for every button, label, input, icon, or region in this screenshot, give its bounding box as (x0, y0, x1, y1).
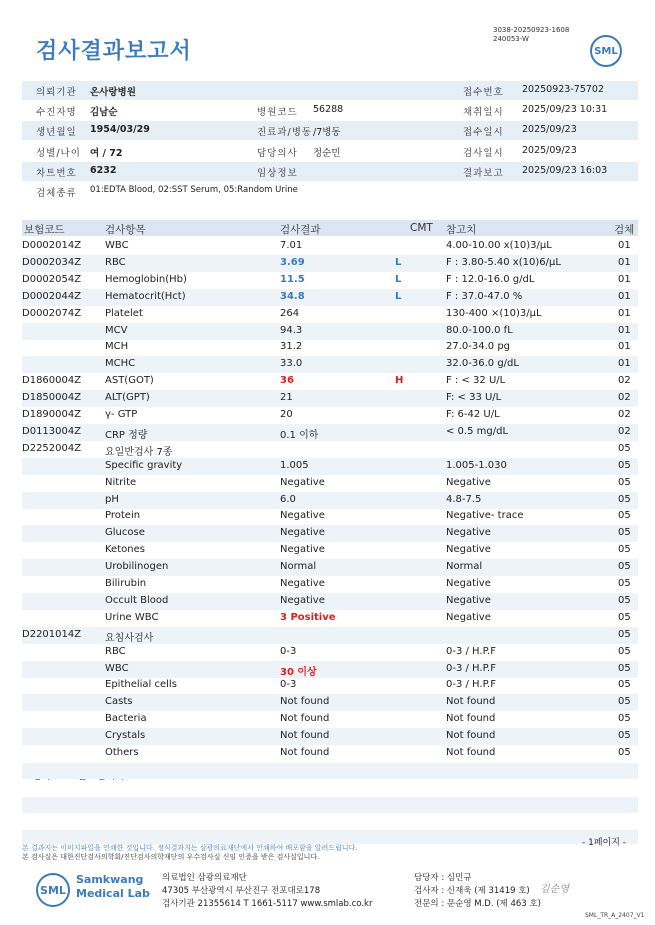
specimen-cell: 02 (618, 409, 631, 420)
result-cell: Not found (280, 696, 330, 708)
reference-cell: 80.0-100.0 fL (446, 324, 513, 336)
reference-cell: F : 12.0-16.0 g/dL (446, 273, 535, 285)
table-row (22, 339, 638, 356)
dob-label: 생년월일 (36, 127, 77, 138)
sex-age-label: 성별/나이 (36, 148, 81, 159)
test-item-cell: CRP 정량 (105, 429, 148, 441)
specimen-label: 검체종류 (36, 188, 77, 199)
specimen-cell: 01 (618, 240, 631, 251)
table-row (22, 373, 638, 390)
cmt-cell: L (395, 290, 402, 302)
reference-cell: 4.8-7.5 (446, 493, 482, 505)
result-cell: 30 이상 (280, 666, 317, 678)
table-row (22, 458, 638, 475)
lab-address (162, 872, 372, 911)
result-cell: 3 Positive (280, 611, 336, 623)
insurance-code-cell: D0002054Z (22, 273, 82, 285)
specimen-cell: 02 (618, 375, 631, 387)
table-row (22, 508, 638, 525)
document-id-line1: 3038-20250923-1608 (493, 26, 570, 34)
specimen-cell: 01 (618, 358, 631, 370)
test-item-cell: Casts (105, 696, 133, 708)
reference-cell: 130-400 ×(10)3/μL (446, 307, 542, 319)
reference-cell: Negative (446, 578, 491, 589)
reference-cell: Negative (446, 594, 491, 606)
result-cell: Negative (280, 594, 325, 606)
test-item-cell: γ- GTP (105, 409, 138, 420)
table-row (22, 745, 638, 762)
disclaimer-certification: 본 검사실은 대한진단검사의학회/진단검사의학재단의 우수검사실 신임 인증을 받은 검사실입니다. (22, 853, 320, 861)
reference-cell: Negative (446, 527, 491, 539)
result-cell: Negative (280, 578, 325, 589)
reference-cell: 1.005-1.030 (446, 459, 507, 471)
test-item-cell: Specific gravity (105, 459, 183, 471)
table-row (22, 711, 638, 728)
result-cell: Negative (280, 544, 325, 556)
reference-cell: Not found (446, 730, 496, 742)
samkwang-logo: SML (36, 873, 70, 907)
info-row-specimen (22, 182, 638, 202)
result-cell: 21 (280, 392, 293, 404)
specimen-cell: 01 (618, 341, 631, 353)
report-title: 검사결과보고서 (36, 39, 192, 64)
results-table-header (22, 220, 638, 236)
reference-cell: Normal (446, 561, 483, 573)
result-cell: Not found (280, 713, 330, 725)
test-item-cell: ALT(GPT) (105, 392, 150, 404)
test-item-cell: Protein (105, 510, 141, 522)
institution-label: 의뢰기관 (36, 87, 77, 98)
test-item-cell: Urobilinogen (105, 561, 169, 573)
collected-label: 채취일시 (463, 107, 504, 118)
specimen-cell: 05 (618, 730, 631, 742)
test-item-cell: 요일반검사 7종 (105, 446, 173, 458)
collected-value: 2025/09/23 10:31 (522, 104, 608, 115)
result-cell: 20 (280, 409, 293, 420)
signature: 김순영 (540, 884, 569, 895)
reference-cell: F: 6-42 U/L (446, 409, 500, 420)
specimen-cell: 01 (618, 290, 631, 302)
receipt-no-value: 20250923-75702 (522, 84, 605, 95)
specimen-cell: 05 (618, 578, 631, 589)
test-item-cell: pH (105, 493, 119, 505)
reference-cell: F : < 32 U/L (446, 375, 506, 387)
table-row (22, 728, 638, 745)
test-item-cell: Platelet (105, 307, 143, 319)
info-row-patient (22, 101, 638, 121)
form-version: SML_TR_A_2407_V1 (585, 912, 645, 919)
result-cell: Negative (280, 510, 325, 522)
institution-value: 온사랑병원 (90, 87, 136, 98)
brand-name-line1: Samkwang (76, 873, 144, 886)
test-item-cell: Urine WBC (105, 611, 159, 623)
result-cell: 11.5 (280, 273, 305, 285)
specimen-cell: 05 (618, 561, 631, 573)
reference-cell: F : 3.80-5.40 x(10)6/μL (446, 256, 561, 268)
hospital-code-value: 56288 (313, 104, 344, 115)
result-cell: Normal (280, 561, 317, 573)
test-item-cell: Bacteria (105, 713, 147, 725)
document-id (493, 26, 569, 44)
test-item-cell: RBC (105, 256, 126, 268)
table-row (22, 356, 638, 373)
table-row (22, 306, 638, 323)
table-row (22, 323, 638, 340)
specimen-cell: 05 (618, 510, 631, 522)
result-cell: 31.2 (280, 341, 303, 353)
table-row (22, 694, 638, 711)
result-cell: 0.1 이하 (280, 429, 319, 441)
patient-value: 김남순 (90, 107, 118, 118)
result-cell: 7.01 (280, 240, 303, 251)
table-row (22, 644, 638, 661)
table-row (22, 542, 638, 559)
tested-label: 검사일시 (463, 148, 504, 159)
table-row (22, 424, 638, 441)
person-tester: 검사자 : 신재욱 (제 31419 호) (414, 886, 530, 896)
specimen-cell: 05 (618, 527, 631, 539)
tested-value: 2025/09/23 (522, 145, 577, 156)
reference-cell: Not found (446, 713, 496, 725)
cmt-cell: L (395, 273, 402, 285)
specimen-cell: 01 (618, 307, 631, 319)
test-item-cell: Others (105, 747, 139, 758)
specimen-cell: 02 (618, 425, 631, 437)
table-row (22, 390, 638, 407)
chart-label: 차트번호 (36, 168, 77, 179)
table-row (22, 289, 638, 306)
specimen-cell: 01 (618, 324, 631, 336)
result-cell: 36 (280, 375, 294, 387)
specimen-cell: 05 (618, 594, 631, 606)
table-row (22, 559, 638, 576)
reported-label: 결과보고 (463, 168, 504, 179)
col-code-header: 보험코드 (24, 224, 65, 236)
received-label: 접수일시 (463, 127, 504, 138)
reference-cell: 27.0-34.0 pg (446, 341, 511, 353)
page-number: - 1페이지 - (582, 838, 627, 848)
test-item-cell: Crystals (105, 730, 146, 742)
table-row (22, 407, 638, 424)
reference-cell: F : 37.0-47.0 % (446, 290, 523, 302)
info-row-institution (22, 81, 638, 101)
specimen-cell: 05 (618, 713, 631, 725)
test-item-cell: Occult Blood (105, 594, 169, 606)
test-item-cell: AST(GOT) (105, 375, 154, 387)
reference-cell: F: < 33 U/L (446, 392, 502, 404)
reference-cell: 0-3 / H.P.F (446, 645, 496, 657)
brand-name-line2: Medical Lab (76, 887, 150, 900)
sml-logo: SML (590, 35, 622, 67)
specimen-cell: 05 (618, 628, 631, 640)
test-item-cell: 요침사검사 (105, 632, 154, 644)
test-item-cell: MCH (105, 341, 129, 353)
test-item-cell: Nitrite (105, 476, 137, 488)
document-id-line2: 240053-W (493, 35, 529, 43)
test-item-cell: MCV (105, 324, 128, 336)
dept-label: 진료과/병동 (257, 127, 313, 138)
cmt-cell: L (395, 256, 402, 268)
lab-contact: 검사기관 21355614 T 1661-5117 www.smlab.co.kr (162, 899, 373, 909)
specimen-cell: 05 (618, 611, 631, 623)
specimen-cell: 05 (618, 442, 631, 454)
specimen-cell: 05 (618, 476, 631, 488)
reference-cell: Negative (446, 611, 491, 623)
person-manager: 담당자 : 심민규 (414, 873, 472, 883)
specimen-cell: 05 (618, 747, 631, 758)
result-cell: Not found (280, 747, 330, 758)
dob-value: 1954/03/29 (90, 124, 150, 135)
result-cell: Not found (280, 730, 330, 742)
col-item-header: 검사항목 (105, 224, 146, 236)
specimen-cell: 05 (618, 544, 631, 556)
reference-cell: Negative (446, 544, 491, 556)
responsible-persons (414, 872, 541, 911)
table-row (22, 627, 638, 644)
insurance-code-cell: D1860004Z (22, 375, 82, 387)
person-specialist: 전문의 : 문순영 M.D. (제 463 호) (414, 899, 541, 909)
result-cell: 0-3 (280, 645, 297, 657)
specimen-cell: 02 (618, 392, 631, 404)
table-row (22, 525, 638, 542)
test-item-cell: Hemoglobin(Hb) (105, 273, 187, 285)
footer-band-2 (22, 797, 638, 813)
table-row (22, 441, 638, 458)
result-cell: 33.0 (280, 358, 303, 370)
specimen-cell: 05 (618, 696, 631, 708)
table-row (22, 677, 638, 694)
test-item-cell: Glucose (105, 527, 145, 539)
hospital-code-label: 병원코드 (257, 107, 298, 118)
doctor-label: 담당의사 (257, 148, 298, 159)
col-ref-header: 참고치 (446, 224, 477, 236)
received-value: 2025/09/23 (522, 124, 577, 135)
test-item-cell: Epithelial cells (105, 679, 177, 691)
specimen-cell: 01 (618, 256, 631, 268)
insurance-code-cell: D0002014Z (22, 240, 82, 251)
table-row (22, 661, 638, 678)
reference-cell: Negative (446, 476, 491, 488)
reference-cell: Not found (446, 696, 496, 708)
insurance-code-cell: D1890004Z (22, 409, 82, 420)
table-row (22, 255, 638, 272)
lab-street: 47305 부산광역시 부산진구 전포대로178 (162, 886, 321, 896)
test-item-cell: MCHC (105, 358, 136, 370)
test-item-cell: Bilirubin (105, 578, 147, 589)
lab-name: 의료법인 삼광의료재단 (162, 873, 247, 883)
chart-value: 6232 (90, 165, 117, 176)
result-cell: Negative (280, 527, 325, 539)
insurance-code-cell: D1850004Z (22, 392, 82, 404)
cmt-cell: H (395, 375, 404, 387)
insurance-code-cell: D0002034Z (22, 256, 82, 268)
info-row-dob (22, 121, 638, 141)
specimen-cell: 05 (618, 679, 631, 691)
doctor-value: 정순민 (313, 148, 341, 159)
table-row (22, 610, 638, 627)
test-item-cell: WBC (105, 662, 129, 674)
footer-band-1 (22, 763, 638, 779)
reference-cell: 0-3 / H.P.F (446, 679, 496, 691)
reference-cell: Not found (446, 747, 496, 758)
col-spec-header: 검체 (614, 224, 635, 236)
result-cell: 0-3 (280, 679, 297, 691)
table-row (22, 593, 638, 610)
test-item-cell: RBC (105, 645, 126, 657)
dept-value: /7병동 (313, 127, 341, 138)
reference-cell: 32.0-36.0 g/dL (446, 358, 519, 370)
table-row (22, 475, 638, 492)
insurance-code-cell: D2252004Z (22, 442, 82, 454)
sex-age-value: 여 / 72 (90, 148, 123, 159)
specimen-cell: 05 (618, 493, 631, 505)
result-cell: 34.8 (280, 290, 305, 302)
result-cell: Negative (280, 476, 325, 488)
table-row (22, 238, 638, 255)
insurance-code-cell: D0113004Z (22, 425, 82, 437)
disclaimer-image: 본 결과지는 이미지파일을 인쇄한 것입니다. 정식결과지는 삼광의료재단에서 인쇄하여 배포함을 알려드립니다. (22, 844, 358, 852)
specimen-cell: 05 (618, 645, 631, 657)
reference-cell: 4.00-10.00 x(10)3/μL (446, 240, 552, 251)
footer-band-3 (22, 830, 638, 844)
result-cell: 94.3 (280, 324, 303, 336)
info-row-chart (22, 162, 638, 182)
table-row (22, 272, 638, 289)
info-row-sex-age (22, 142, 638, 162)
result-cell: 3.69 (280, 256, 305, 268)
receipt-no-label: 접수번호 (463, 87, 504, 98)
insurance-code-cell: D0002074Z (22, 307, 82, 319)
insurance-code-cell: D0002044Z (22, 290, 82, 302)
result-cell: 1.005 (280, 459, 309, 471)
specimen-cell: 05 (618, 459, 631, 471)
reference-cell: Negative- trace (446, 510, 524, 522)
test-item-cell: Ketones (105, 544, 145, 556)
test-item-cell: Hematocrit(Hct) (105, 290, 186, 302)
table-row (22, 492, 638, 509)
specimen-cell: 05 (618, 662, 631, 674)
reference-cell: 0-3 / H.P.F (446, 662, 496, 674)
col-cmt-header: CMT (410, 222, 433, 234)
insurance-code-cell: D2201014Z (22, 628, 82, 640)
specimen-value: 01:EDTA Blood, 02:SST Serum, 05:Random Urine (90, 185, 298, 195)
brand-name (76, 873, 150, 901)
patient-label: 수진자명 (36, 107, 77, 118)
result-cell: 264 (280, 307, 300, 319)
table-row (22, 576, 638, 593)
reported-value: 2025/09/23 16:03 (522, 165, 608, 176)
reference-cell: < 0.5 mg/dL (446, 425, 509, 437)
col-result-header: 검사결과 (280, 224, 321, 236)
test-item-cell: WBC (105, 240, 129, 251)
specimen-cell: 01 (618, 273, 631, 285)
clinical-label: 임상정보 (257, 168, 298, 179)
result-cell: 6.0 (280, 493, 296, 505)
